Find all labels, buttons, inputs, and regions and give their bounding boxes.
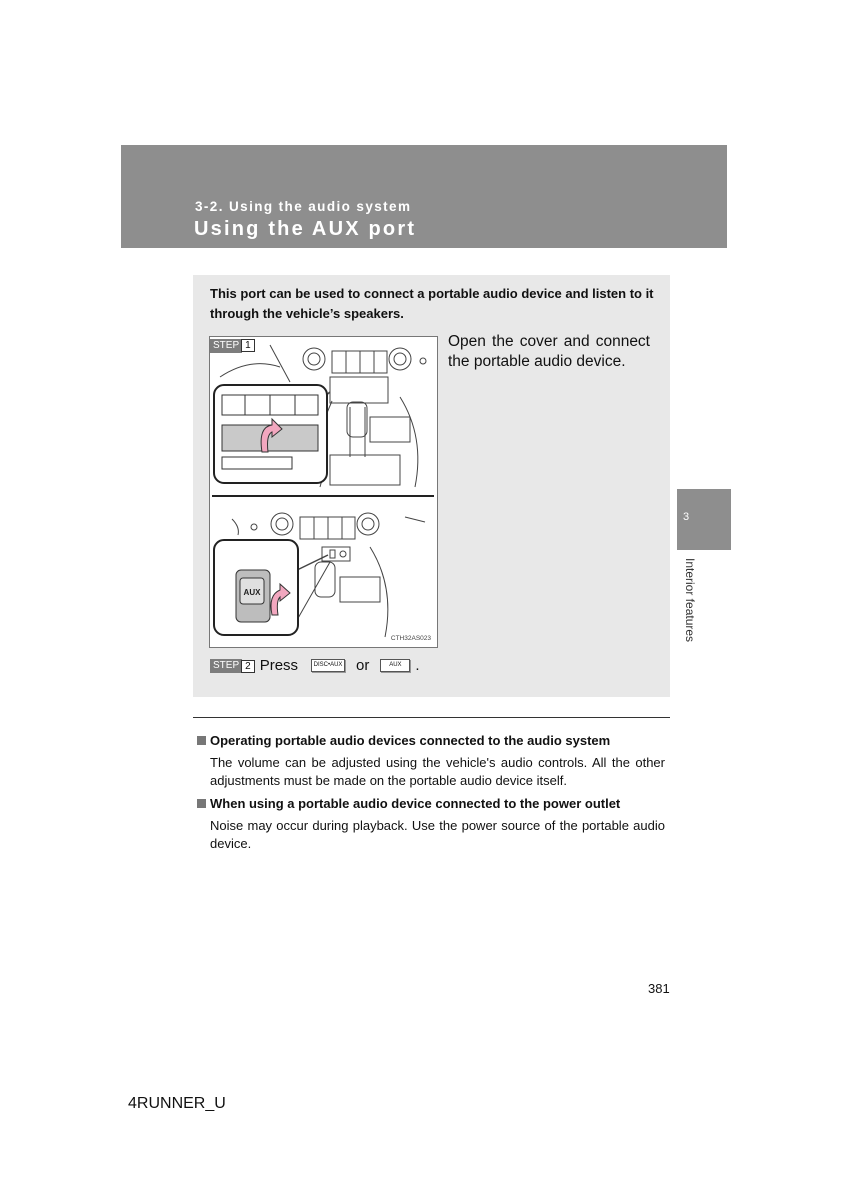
footer-model: 4RUNNER_U [128, 1095, 226, 1112]
note-heading-text: When using a portable audio device connected to the power outlet [210, 796, 621, 811]
note-heading [197, 796, 620, 811]
intro-text: This port can be used to connect a portable audio device and listen to it through the vehicle’s speakers. [210, 286, 654, 321]
note-body: The volume can be adjusted using the vehicle's audio controls. All the other adjustments must be made on the portable audio device itself. [210, 755, 665, 788]
or-text: or [356, 657, 370, 674]
note-heading-text: Operating portable audio devices connected to the audio system [210, 733, 611, 748]
divider [193, 717, 670, 718]
chapter-number: 3 [683, 511, 690, 523]
square-bullet-icon [197, 799, 206, 808]
press-text: Press [259, 657, 299, 674]
page-number: 381 [648, 981, 670, 996]
aux-port-label: AUX [243, 588, 261, 597]
page-title: Using the AUX port [194, 218, 417, 240]
aux-button: AUX [380, 659, 410, 672]
step2-row [210, 657, 420, 674]
step-badge: STEP [210, 339, 242, 353]
note-heading [197, 733, 610, 748]
square-bullet-icon [197, 736, 206, 745]
step-number: 1 [241, 339, 255, 352]
section-title: 3-2. Using the audio system [195, 199, 412, 214]
step1-label [210, 337, 255, 355]
illustration [209, 336, 438, 648]
step2-end: . [415, 657, 420, 674]
chapter-tab-label: Interior features [683, 558, 697, 643]
procedure-box [193, 275, 670, 697]
disc-aux-button: DISC•AUX [311, 659, 345, 672]
step1-text: Open the cover and connect the portable audio device. [448, 333, 650, 370]
step-number: 2 [241, 660, 255, 673]
chapter-header [121, 145, 727, 248]
dashboard-illustration [210, 337, 437, 647]
note-body: Noise may occur during playback. Use the power source of the portable audio device. [210, 818, 665, 851]
step-badge: STEP [210, 659, 242, 673]
image-code: CTH32AS023 [390, 635, 431, 642]
chapter-tab [677, 489, 731, 550]
